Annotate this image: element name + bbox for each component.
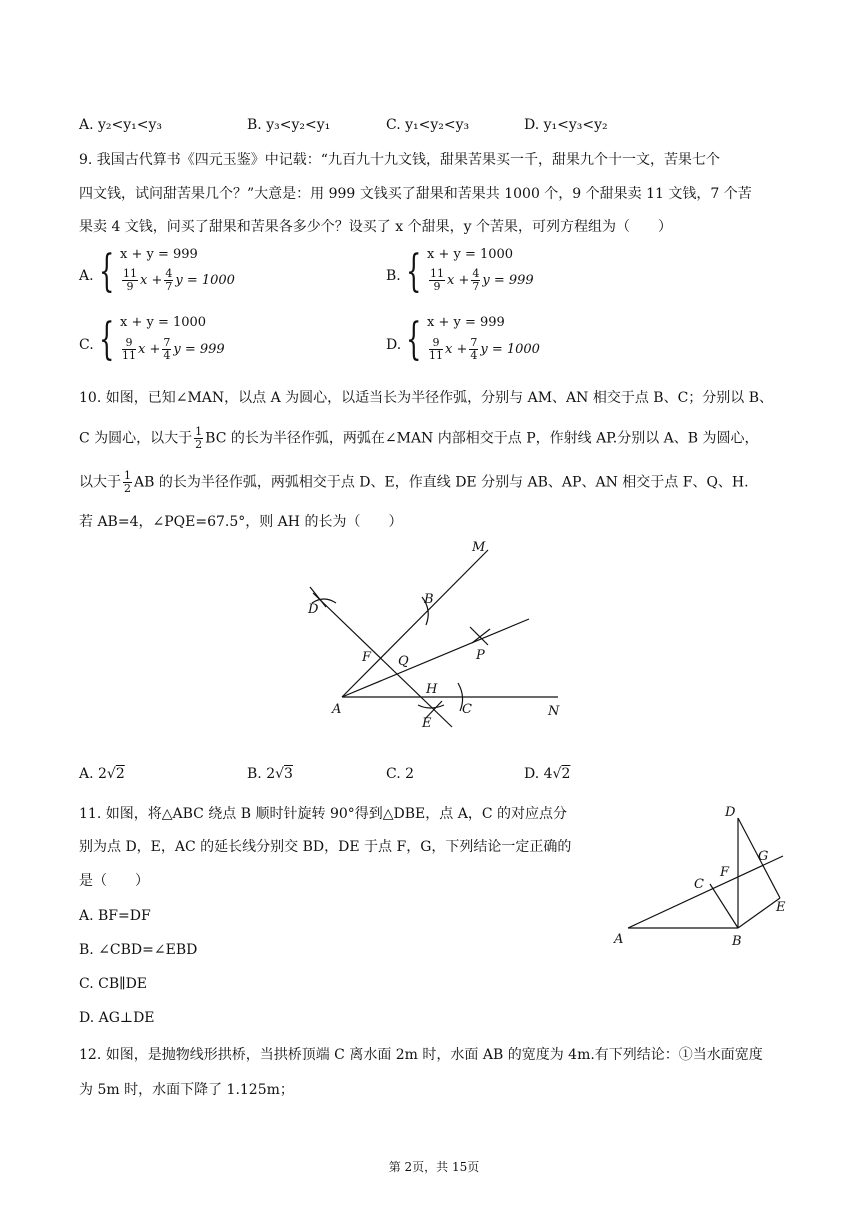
- q11-line1: 11. 如图，将△ABC 绕点 B 顺时针旋转 90°得到△DBE，点 A，C 的对应点分: [79, 806, 567, 822]
- label-p: P: [476, 648, 485, 663]
- label-a: A: [614, 932, 624, 947]
- label-n: N: [548, 704, 560, 719]
- q12-line2: 为 5m 时，水面下降了 1.125m；: [79, 1082, 294, 1098]
- q9-d-eq2: $\frac{9}{11}$ x + $\frac{7}{4}$ y = 1000: [429, 336, 540, 362]
- q9-d-eq1: x + y = 999: [427, 315, 505, 330]
- label-m: M: [472, 540, 486, 555]
- label-d: D: [308, 602, 319, 617]
- q10-line4: 若 AB=4，∠PQE=67.5°，则 AH 的长为（ ）: [79, 514, 403, 530]
- q9-option-b-label: B.: [386, 268, 401, 284]
- page-footer: 第 2页，共 15页: [388, 1160, 480, 1174]
- q10-line3: 以大于 $\frac{1}{2}$ AB 的长为半径作弧，两弧相交于点 D、E，作直线 DE 分别与 AB、AP、AN 相交于点 F、Q、H.: [79, 469, 749, 495]
- q8-option-d: D. y₁<y₃<y₂: [524, 117, 608, 133]
- q9-a-eq1: x + y = 999: [120, 247, 198, 262]
- q9-a-eq2: $\frac{11}{9}$ x + $\frac{4}{7}$ y = 1000: [123, 267, 235, 293]
- q9-line3: 果卖 4 文钱，问买了甜果和苦果各多少个？设买了 x 个甜果，y 个苦果，可列方程组为（ ）: [79, 219, 672, 235]
- q10-line2: C 为圆心，以大于 $\frac{1}{2}$ BC 的长为半径作弧，两弧在∠MAN 内部相交于点 P，作射线 AP.分别以 A、B 为圆心，: [79, 425, 759, 451]
- q11-line2: 别为点 D，E，AC 的延长线分别交 BD，DE 于点 F，G，下列结论一定正确的: [79, 839, 572, 855]
- q9-option-a-label: A.: [79, 268, 94, 284]
- q10-option-d: D. 4√2: [524, 766, 571, 782]
- segment-ac-extended: [628, 856, 783, 928]
- segment-bc: [710, 884, 738, 928]
- q10-option-c: C. 2: [386, 766, 415, 782]
- label-e: E: [776, 900, 786, 915]
- q11-line3: 是（ ）: [79, 873, 149, 889]
- label-e: E: [422, 716, 432, 731]
- brace-icon: {: [99, 246, 115, 297]
- label-g: G: [758, 849, 769, 864]
- label-f: F: [720, 865, 730, 880]
- q10-option-b: B. 2√3: [247, 766, 293, 782]
- label-h: H: [426, 682, 438, 697]
- q9-line1: 9. 我国古代算书《四元玉鉴》中记载：“九百九十九文钱，甜果苦果买一千，甜果九个十一文，苦果七个: [79, 152, 720, 168]
- q10-option-a: A. 2√2: [79, 766, 125, 782]
- label-c: C: [462, 702, 472, 717]
- label-b: B: [732, 934, 742, 949]
- q8-option-b: B. y₃<y₂<y₁: [247, 117, 331, 133]
- label-d: D: [725, 805, 736, 820]
- q11-option-b: B. ∠CBD=∠EBD: [79, 942, 198, 958]
- q9-c-eq1: x + y = 1000: [120, 315, 207, 330]
- brace-icon: {: [99, 314, 115, 365]
- q9-b-eq1: x + y = 1000: [427, 247, 514, 262]
- q11-option-a: A. BF=DF: [79, 908, 151, 924]
- q8-option-c: C. y₁<y₂<y₃: [386, 117, 470, 133]
- brace-icon: {: [406, 314, 422, 365]
- q11-option-c: C. CB∥DE: [79, 976, 148, 992]
- q9-b-eq2: $\frac{11}{9}$ x + $\frac{4}{7}$ y = 999: [430, 267, 534, 293]
- q9-c-eq2: $\frac{9}{11}$ x + $\frac{7}{4}$ y = 999: [122, 336, 225, 362]
- label-c: C: [694, 877, 704, 892]
- q12-line1: 12. 如图，是抛物线形拱桥，当拱桥顶端 C 离水面 2m 时，水面 AB 的宽度为 4m.有下列结论：①当水面宽度: [79, 1047, 763, 1063]
- q9-option-d-label: D.: [386, 337, 402, 353]
- label-q: Q: [398, 654, 409, 669]
- brace-icon: {: [406, 246, 422, 297]
- segment-be: [738, 898, 780, 928]
- q10-line1: 10. 如图，已知∠MAN，以点 A 为圆心，以适当长为半径作弧，分别与 AM、AN 相交于点 B、C；分别以 B、: [79, 390, 774, 406]
- q9-line2: 四文钱，试问甜苦果几个？”大意是：用 999 文钱买了甜果和苦果共 1000 个，9 个甜果卖 11 文钱，7 个苦: [79, 186, 752, 202]
- label-b: B: [424, 592, 434, 607]
- label-a: A: [332, 702, 342, 717]
- q11-figure: [608, 800, 808, 950]
- ray-am: [342, 550, 488, 697]
- q8-option-a: A. y₂<y₁<y₃: [79, 117, 163, 133]
- q10-figure: [300, 535, 580, 735]
- q9-option-c-label: C.: [79, 337, 94, 353]
- label-f: F: [362, 650, 372, 665]
- q11-option-d: D. AG⊥DE: [79, 1010, 155, 1026]
